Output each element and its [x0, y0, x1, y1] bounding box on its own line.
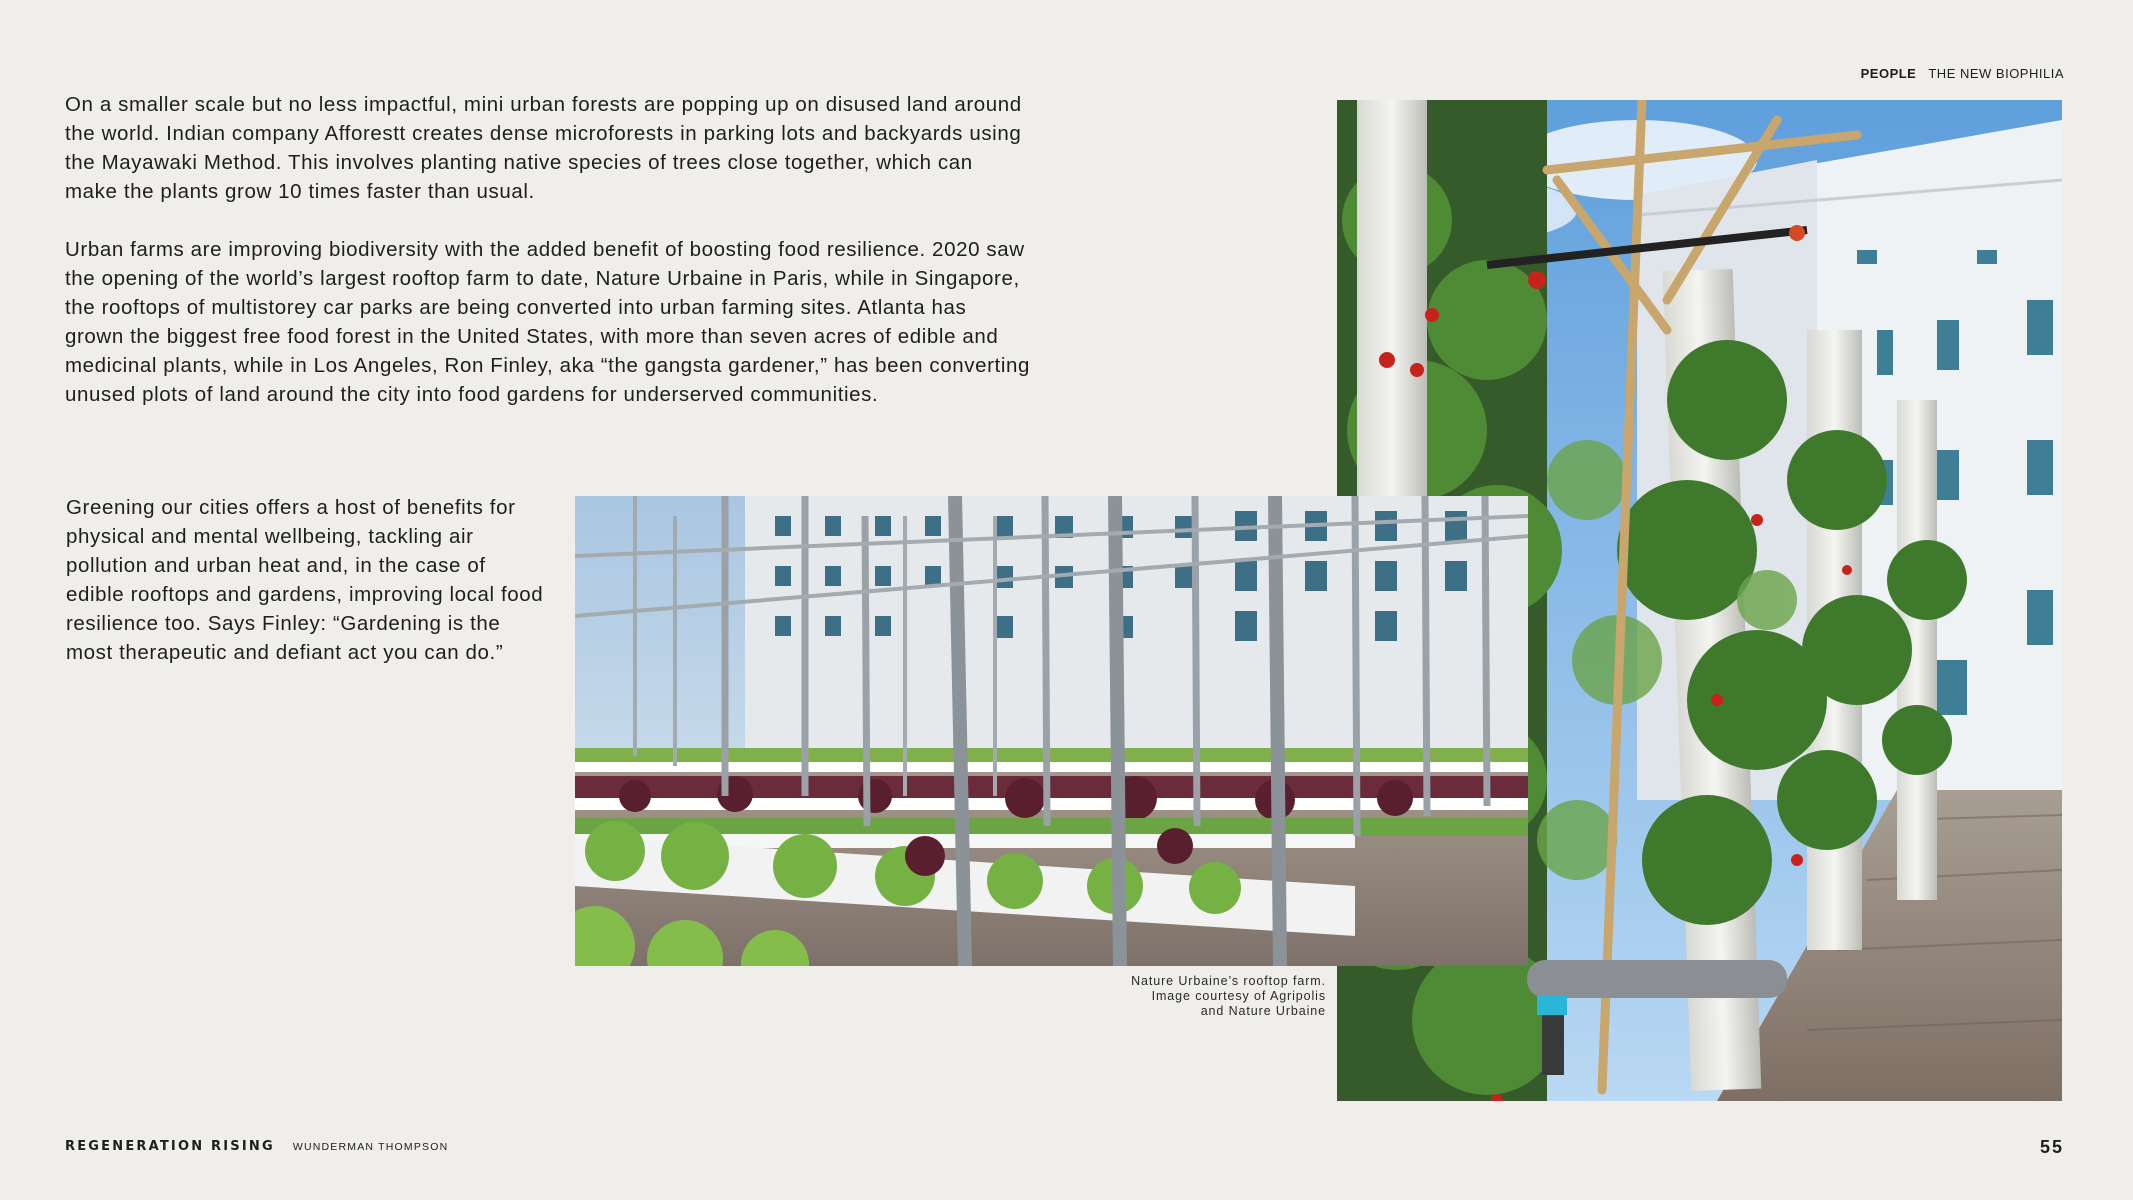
publication-title: REGENERATION RISING [65, 1139, 275, 1154]
paragraph-urban-forests: On a smaller scale but no less impactful, mini urban forests are popping up on disused land around the world. Indian company Afforestt creates dense microforests in parking lots and backyards using the Mayawaki Method. This involves planting native species of trees close together, which can make the plants grow 10 times faster than usual. [65, 93, 1022, 203]
caption-line: and Nature Urbaine [1200, 1004, 1326, 1018]
paragraph-greening-cities: Greening our cities offers a host of benefits for physical and mental wellbeing, tackling air pollution and urban heat and, in the case of edible rooftops and gardens, improving local food resilience too. Says Finley: “Gardening is the most therapeutic and defiant act you can do.” [66, 496, 544, 664]
lettuce-rooftop-farm-photo [575, 496, 1528, 966]
page-number: 55 [2039, 1137, 2064, 1157]
article-body [65, 90, 1030, 664]
photo-caption [1080, 974, 1326, 1019]
agency-name: WUNDERMAN THOMPSON [292, 1141, 449, 1153]
footer-branding [65, 1139, 448, 1154]
caption-line: Image courtesy of Agripolis [1151, 989, 1326, 1003]
caption-line: Nature Urbaine’s rooftop farm. [1131, 974, 1326, 988]
section-label: PEOPLE [1860, 66, 1917, 81]
chapter-label: THE NEW BIOPHILIA [1928, 66, 2064, 81]
paragraph-urban-farms: Urban farms are improving biodiversity with the added benefit of boosting food resilience. 2020 saw the opening of the world’s largest rooftop farm to date, Nature Urbaine in Paris, while in Singapore, the rooftops of multistorey car parks are being converted into urban farming sites. Atlanta has grown the biggest free food forest in the United States, with more than seven acres of edible and medicinal plants, while in Los Angeles, Ron Finley, aka “the gangsta gardener,” has been converting unused plots of land around the city into food gardens for underserved communities. [65, 238, 1030, 406]
running-header [1861, 66, 2064, 81]
